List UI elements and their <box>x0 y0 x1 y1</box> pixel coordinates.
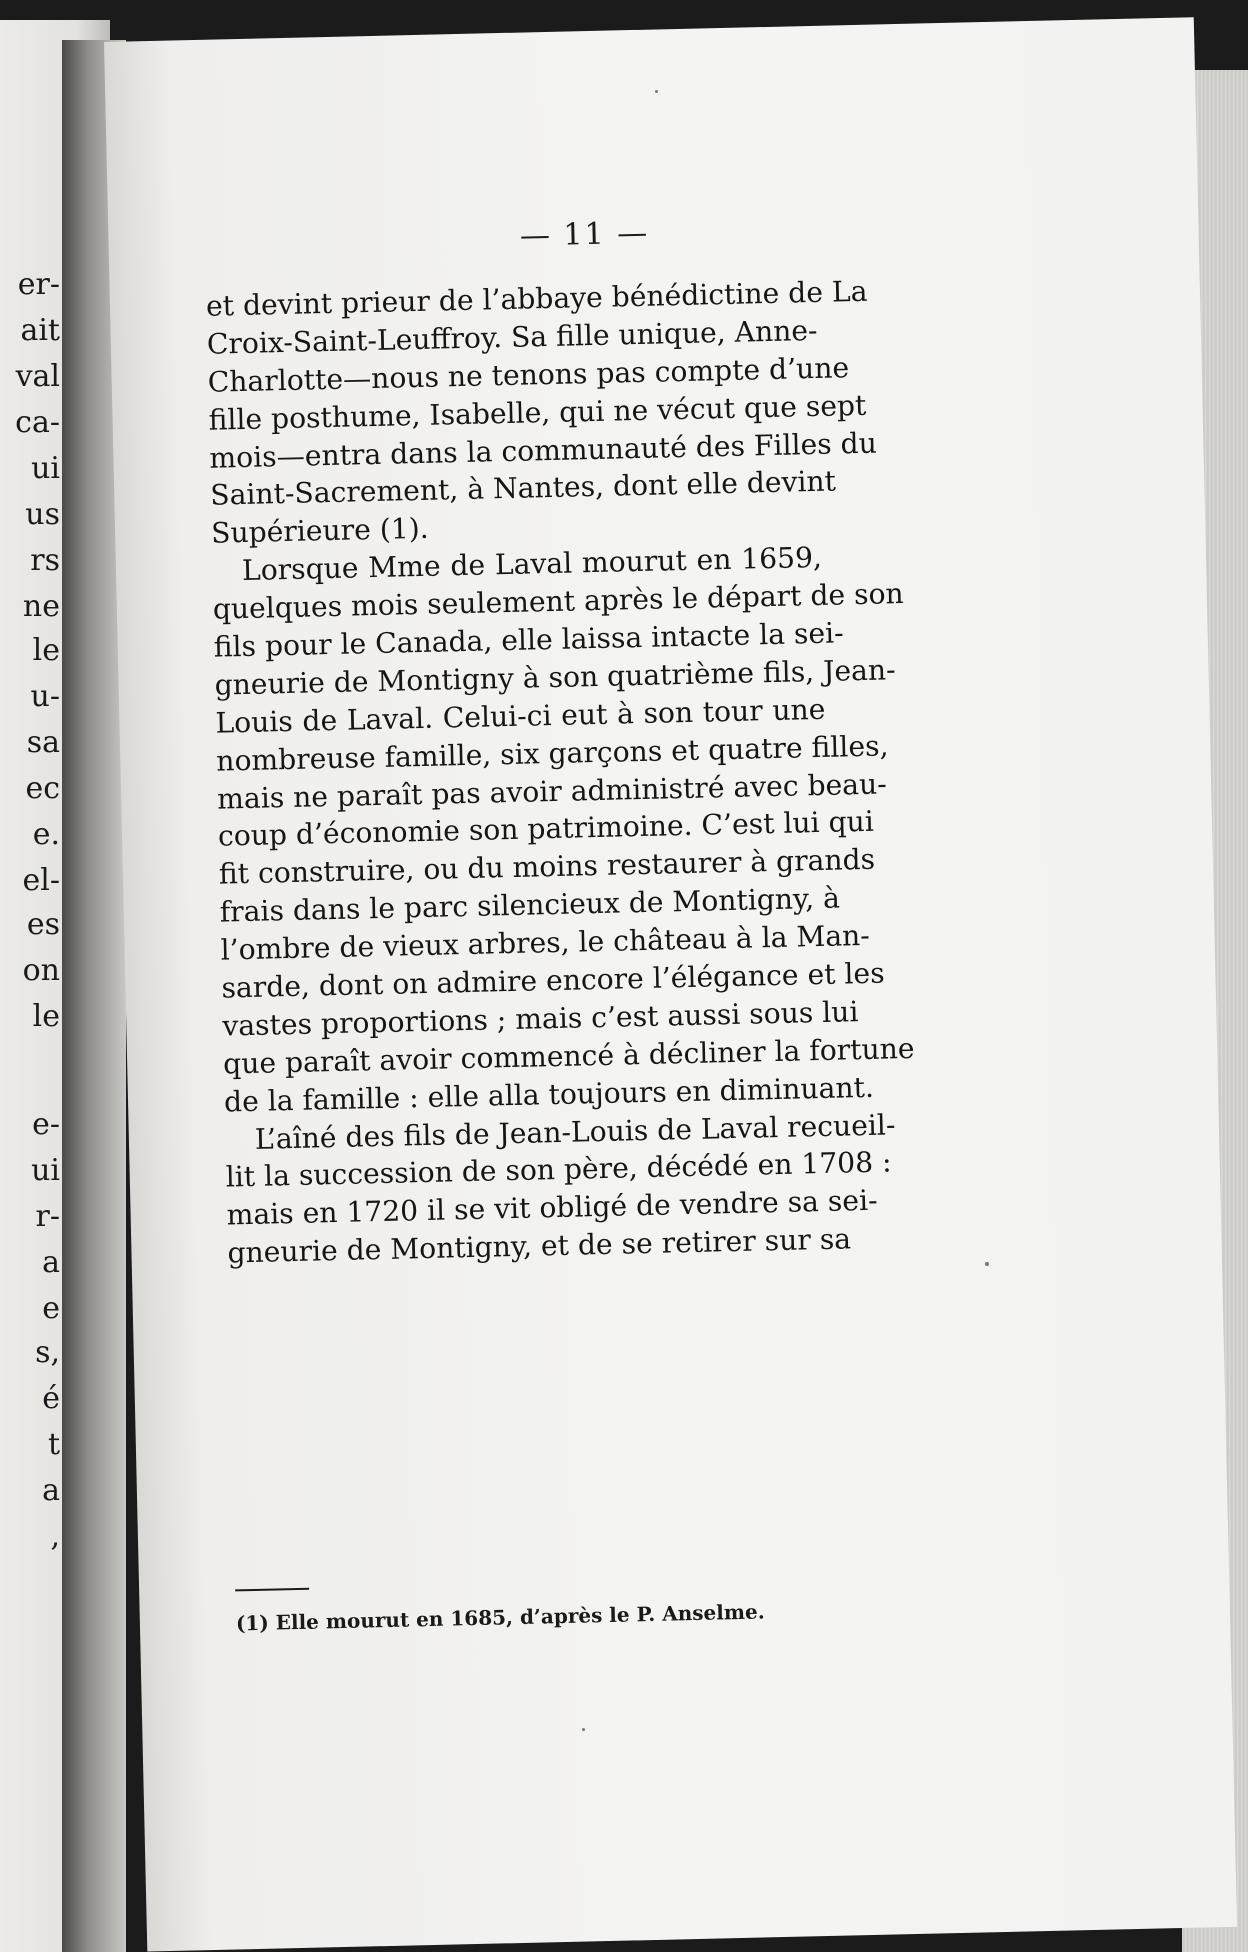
text-line: Croix-Saint-Leuffroy. Sa fille unique, Anne- <box>206 313 818 361</box>
text-line: que paraît avoir commencé à décliner la fortune <box>222 1031 915 1081</box>
left-page-text-fragment: r- <box>35 1199 60 1234</box>
left-page-text-fragment: rs <box>30 543 60 578</box>
text-line: fille posthume, Isabelle, qui ne vécut que sept <box>208 388 867 437</box>
left-page-text-fragment: ne <box>22 589 60 624</box>
text-line: Saint-Sacrement, à Nantes, dont elle devint <box>209 464 837 513</box>
text-line: Louis de Laval. Celui-ci eut à son tour une <box>215 692 826 740</box>
left-page-text-fragment: er- <box>17 267 60 302</box>
text-line: L’aîné des fils de Jean-Louis de Laval recueil- <box>254 1107 896 1156</box>
left-page-text-fragment: es <box>26 907 60 942</box>
text-line: l’ombre de vieux arbres, le château à la Man- <box>220 919 871 967</box>
text-line: sarde, dont on admire encore l’élégance et les <box>221 956 885 1005</box>
left-page-text-fragment: e <box>42 1291 60 1326</box>
left-page-text-fragment: ait <box>20 313 60 348</box>
text-line: Charlotte—nous ne tenons pas compte d’une <box>207 350 850 399</box>
left-page-text-fragment: us <box>25 497 60 532</box>
text-line: frais dans le parc silencieux de Montigny, à <box>219 881 841 929</box>
text-line: Lorsque Mme de Laval mourut en 1659, <box>241 541 823 588</box>
left-page-text-fragment: val <box>15 359 60 394</box>
left-page-text-fragment: sa <box>26 725 60 760</box>
left-page-text-fragment: e- <box>32 1107 60 1142</box>
left-page-text-fragment: e. <box>32 817 60 852</box>
text-line: coup d’économie son patrimoine. C’est lui qui <box>217 805 875 854</box>
left-page-text-fragment: ec <box>25 771 60 806</box>
text-line: mois—entra dans la communauté des Filles du <box>209 426 878 475</box>
page-number: — 11 — <box>519 215 650 254</box>
text-line: lit la succession de son père, décédé en 1708 : <box>225 1145 892 1195</box>
left-page-text-fragment: u- <box>30 679 60 714</box>
dust-speck <box>985 1262 989 1266</box>
text-line: mais ne paraît pas avoir administré avec beau- <box>216 767 888 816</box>
left-page-text-fragment: s, <box>35 1335 60 1370</box>
left-page-text-fragment: t <box>47 1427 60 1462</box>
left-page-text-fragment: ui <box>31 451 60 486</box>
text-line: vastes proportions ; mais c’est aussi sous lui <box>221 995 859 1043</box>
text-line: nombreuse famille, six garçons et quatre filles, <box>215 729 889 778</box>
left-page-text-fragment: é <box>42 1381 60 1416</box>
footnote: (1) Elle mourut en 1685, d’après le P. Anselme. <box>235 1599 765 1636</box>
left-page-text-fragment: le <box>32 633 60 668</box>
left-page-text-fragment: on <box>22 953 60 988</box>
text-line: gneurie de Montigny, et de se retirer sur sa <box>227 1222 852 1270</box>
left-page-text-fragment: ui <box>31 1153 60 1188</box>
dust-speck <box>655 90 658 93</box>
text-line: quelques mois seulement après le départ de son <box>212 577 904 626</box>
body-text <box>205 274 915 1273</box>
dust-speck <box>582 1728 585 1731</box>
book-page <box>104 17 1237 1951</box>
text-line: de la famille : elle alla toujours en diminuant. <box>223 1070 875 1119</box>
left-page-text-fragment: a <box>42 1245 60 1280</box>
text-line: mais en 1720 il se vit obligé de vendre sa sei- <box>226 1184 878 1232</box>
left-page-text-fragment: le <box>32 999 60 1034</box>
text-line: fit construire, ou du moins restaurer à grands <box>218 843 876 891</box>
left-page-text-fragment: a <box>42 1473 60 1508</box>
text-line: et devint prieur de l’abbaye bénédictine de La <box>205 274 868 323</box>
footnote-rule <box>235 1588 309 1592</box>
text-line: Supérieure (1). <box>210 512 430 551</box>
left-page-text-fragment: ca- <box>15 405 60 440</box>
text-line: fils pour le Canada, elle laissa intacte la sei- <box>213 616 844 664</box>
text-line: gneurie de Montigny à son quatrième fils, Jean- <box>214 653 896 702</box>
left-page-text-fragment: el- <box>22 863 60 898</box>
left-page-text-fragment: , <box>50 1519 60 1554</box>
